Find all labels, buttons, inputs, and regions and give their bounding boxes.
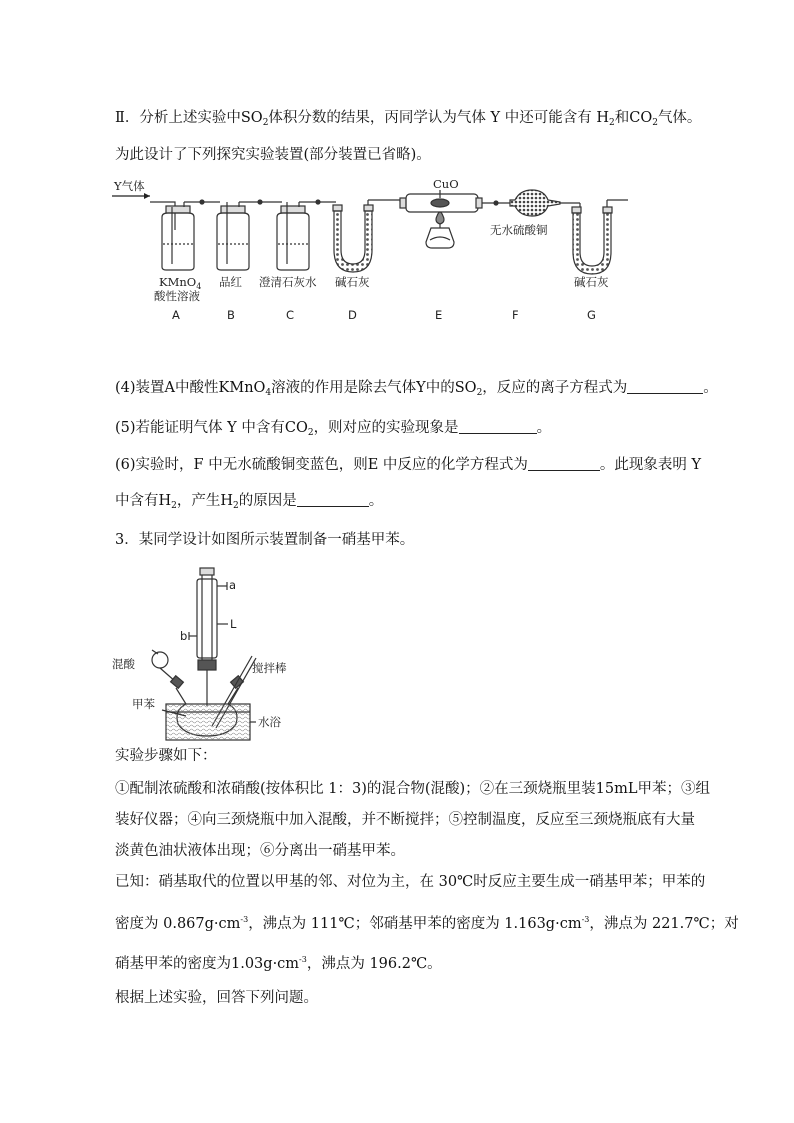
text: 密度为 0.867g·cm — [115, 916, 241, 932]
superscript: -3 — [299, 955, 307, 964]
known-line1: 已知：硝基取代的位置以甲基的邻、对位为主，在 30℃时反应主要生成一硝基甲苯；甲苯的 — [115, 874, 706, 890]
h2-formula: H — [158, 493, 172, 509]
nitration-apparatus-figure — [112, 560, 287, 740]
text: (4)装置A中酸性 — [115, 380, 219, 396]
letter-f: F — [512, 308, 519, 322]
answer-blank[interactable] — [459, 419, 537, 434]
y-gas-label: Y气体 — [114, 179, 145, 193]
text: (6)实验时，F 中无水硫酸铜变蓝色，则E 中反应的化学方程式为 — [115, 457, 528, 473]
answer-blank[interactable] — [528, 456, 600, 471]
text: ，产生 — [176, 493, 221, 509]
text: 。 — [536, 420, 552, 436]
label-b: b — [180, 629, 188, 643]
label-a: a — [229, 578, 237, 592]
text: (5)若能证明气体 Y 中含有 — [115, 420, 285, 436]
co2-formula: CO — [629, 110, 653, 126]
text: 硝基甲苯的密度为1.03g·cm — [115, 956, 300, 972]
answer-blank[interactable] — [627, 379, 703, 394]
label-L: L — [230, 617, 237, 631]
steps-line3: 淡黄色油状液体出现；⑥分离出一硝基甲苯。 — [115, 843, 405, 859]
letter-e: E — [435, 308, 443, 322]
so2-formula: SO — [240, 110, 263, 126]
kmno4-formula: KMnO — [218, 380, 266, 396]
question-6-line2 — [115, 491, 383, 516]
text: 。 — [368, 493, 384, 509]
subscript: 2 — [233, 501, 239, 511]
text: ，则对应的实验现象是 — [313, 420, 459, 436]
known-line2 — [115, 910, 739, 934]
known-line3 — [115, 950, 442, 974]
subscript: 2 — [171, 501, 177, 511]
text: 的原因是 — [238, 493, 297, 509]
superscript: -3 — [240, 915, 249, 924]
acidic-solution-label: 酸性溶液 — [154, 289, 200, 303]
anhydrous-cuso4-label: 无水硫酸铜 — [490, 223, 548, 237]
text: ，反应的离子方程式为 — [482, 380, 628, 396]
cuo-label: CuO — [433, 177, 459, 191]
closing-line: 根据上述实验，回答下列问题。 — [115, 990, 318, 1006]
text: ，沸点为 196.2℃。 — [306, 956, 442, 972]
mixed-acid-label: 混酸 — [112, 657, 135, 671]
question-6-line1 — [115, 455, 701, 475]
subscript: 2 — [307, 428, 314, 438]
letter-b: B — [227, 308, 235, 322]
h2-formula: H — [220, 493, 234, 509]
text: Ⅱ．分析上述实验中 — [115, 110, 241, 126]
letter-a: A — [172, 308, 180, 322]
steps-line2: 装好仪器；④向三颈烧瓶中加入混酸，并不断搅拌；⑤控制温度，反应至三颈烧瓶底有大量 — [115, 812, 695, 828]
section2-line1 — [115, 108, 701, 133]
subscript: 2 — [608, 118, 615, 128]
soda-lime-d-label: 碱石灰 — [335, 275, 370, 289]
subscript: 2 — [652, 118, 658, 128]
limewater-label: 澄清石灰水 — [259, 275, 317, 289]
answer-blank[interactable] — [297, 492, 369, 507]
steps-line1: ①配制浓硫酸和浓硝酸(按体积比 1：3)的混合物(混酸)；②在三颈烧瓶里装15mL甲苯；③组 — [115, 781, 711, 797]
text: 体积分数的结果，丙同学认为气体 Y 中还可能含有 — [268, 110, 597, 126]
h2-formula: H — [596, 110, 609, 126]
stirrer-label: 搅拌棒 — [252, 661, 287, 675]
subscript: 2 — [476, 388, 483, 398]
co2-formula: CO — [284, 420, 308, 436]
text: 。 — [703, 380, 718, 396]
letter-d: D — [348, 308, 357, 322]
subscript: 4 — [265, 388, 272, 398]
letter-g: G — [587, 308, 596, 322]
water-bath-label: 水浴 — [258, 715, 281, 729]
toluene-label: 甲苯 — [132, 697, 155, 711]
text: 气体。 — [657, 110, 702, 126]
text: ，沸点为 111℃；邻硝基甲苯的密度为 1.163g·cm — [248, 916, 582, 932]
question-5 — [115, 418, 551, 443]
text: 和 — [614, 110, 630, 126]
pinhong-label: 品红 — [219, 275, 242, 289]
text: 。此现象表明 Y — [599, 457, 702, 473]
text: 溶液的作用是除去气体Y中的 — [271, 380, 455, 396]
text: 中含有 — [115, 493, 159, 509]
question-3-title: 3．某同学设计如图所示装置制备一硝基甲苯。 — [115, 532, 415, 548]
so2-formula: SO — [454, 380, 477, 396]
question-4 — [115, 378, 718, 403]
steps-title: 实验步骤如下： — [115, 748, 217, 764]
section2-line2: 为此设计了下列探究实验装置(部分装置已省略)。 — [115, 147, 431, 163]
gas-test-apparatus-figure — [110, 172, 640, 324]
kmno4-label: KMnO$_4$ — [159, 275, 202, 291]
text: ，沸点为 221.7℃；对 — [589, 916, 739, 932]
subscript: 2 — [262, 118, 269, 128]
soda-lime-g-label: 碱石灰 — [574, 275, 609, 289]
superscript: -3 — [581, 915, 590, 924]
letter-c: C — [286, 308, 295, 322]
